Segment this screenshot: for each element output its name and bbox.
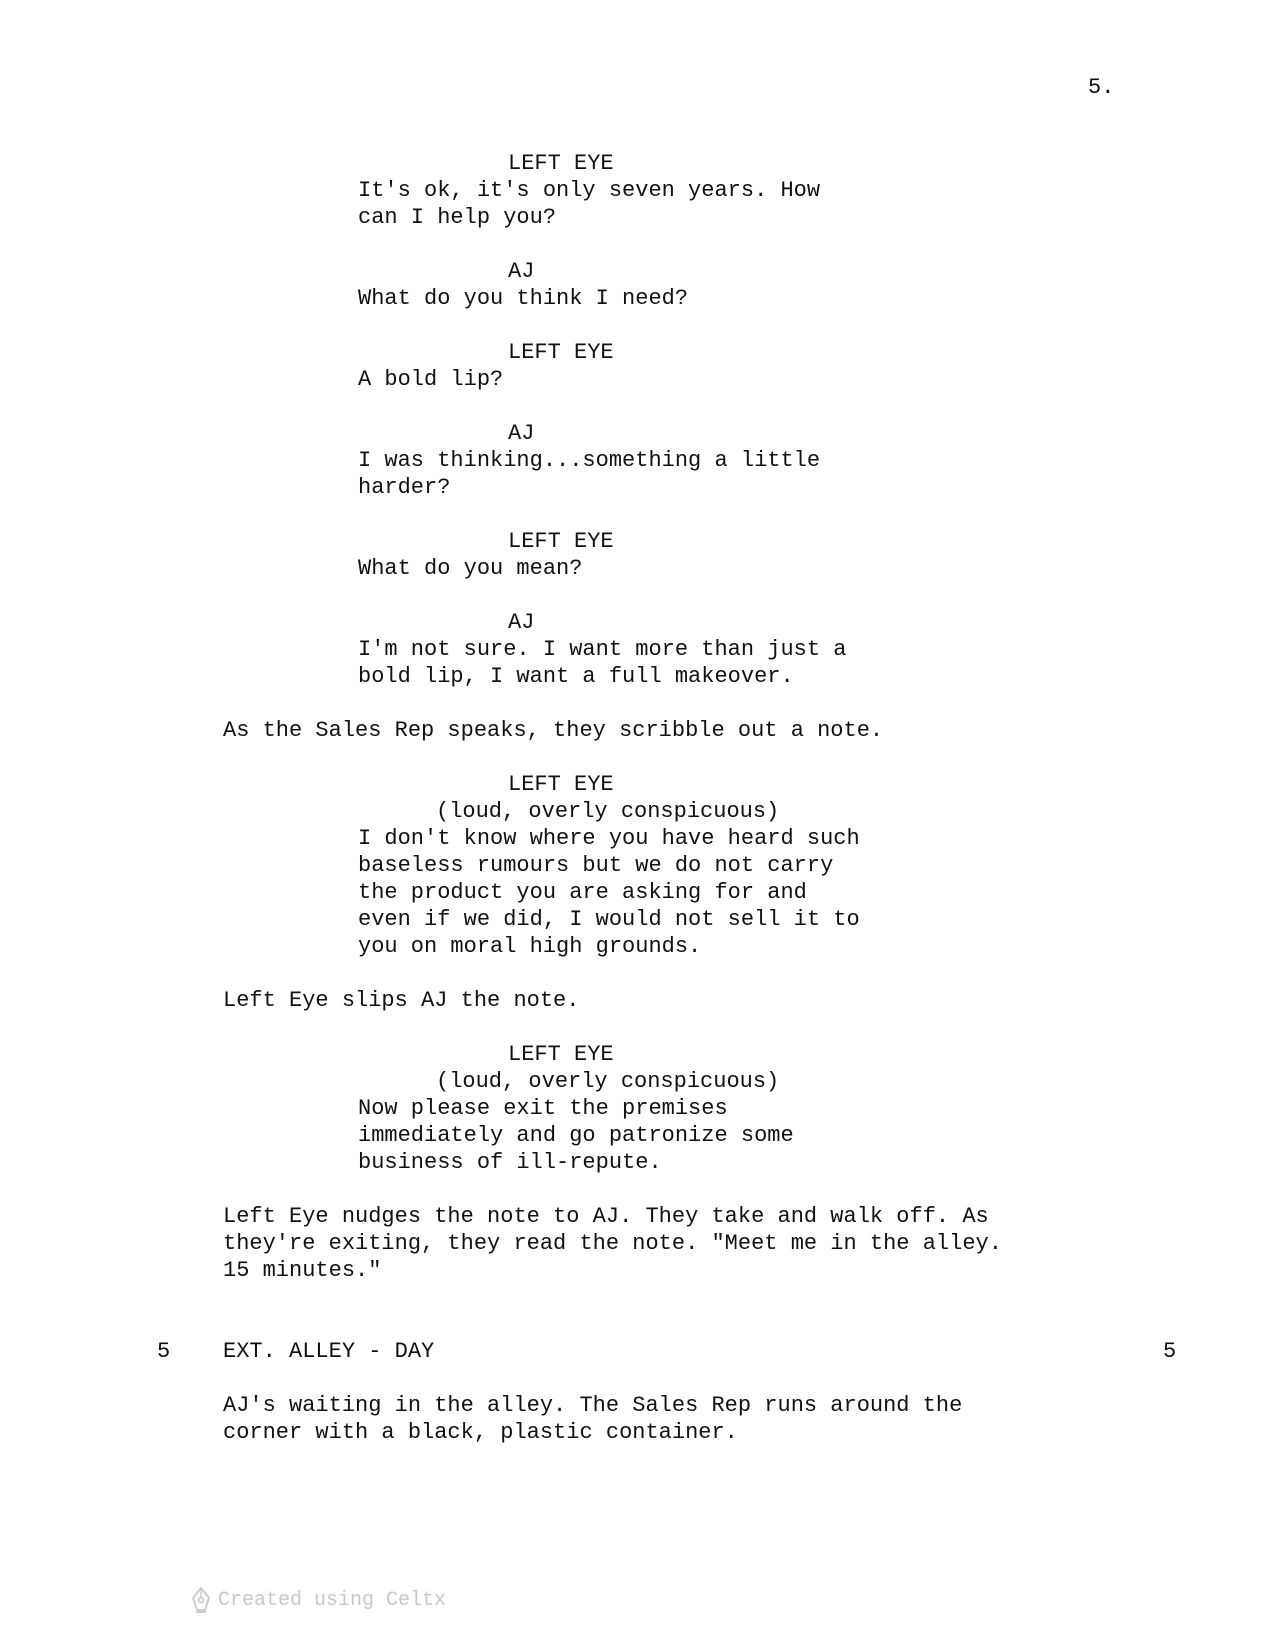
character-name: LEFT EYE xyxy=(508,151,614,176)
action-block xyxy=(223,987,579,1014)
parenthetical: (loud, overly conspicuous) xyxy=(436,799,780,824)
dialogue-line: I'm not sure. I want more than just a xyxy=(358,637,847,662)
character-name: LEFT EYE xyxy=(508,340,614,365)
dialogue-line: even if we did, I would not sell it to xyxy=(358,907,860,932)
dialogue-line: It's ok, it's only seven years. How xyxy=(358,178,821,203)
action-line: 15 minutes." xyxy=(223,1258,382,1283)
action-line: AJ's waiting in the alley. The Sales Rep runs around the xyxy=(223,1393,963,1418)
parenthetical: (loud, overly conspicuous) xyxy=(436,1069,780,1094)
character-name: LEFT EYE xyxy=(508,772,614,797)
dialogue-block xyxy=(358,555,582,582)
character-name: LEFT EYE xyxy=(508,529,614,554)
dialogue-line: What do you think I need? xyxy=(358,286,689,311)
dialogue-line: you on moral high grounds. xyxy=(358,934,702,959)
dialogue-line: can I help you? xyxy=(358,205,557,230)
action-line: corner with a black, plastic container. xyxy=(223,1420,738,1445)
page-number: 5. xyxy=(1088,75,1115,100)
action-line: Left Eye nudges the note to AJ. They take and walk off. As xyxy=(223,1204,989,1229)
action-line: they're exiting, they read the note. "Meet me in the alley. xyxy=(223,1231,1002,1256)
action-block xyxy=(223,717,883,744)
dialogue-line: business of ill-repute. xyxy=(358,1150,662,1175)
dialogue-block xyxy=(358,285,688,312)
dialogue-block xyxy=(358,447,820,501)
scene-number-right: 5 xyxy=(1163,1339,1177,1364)
action-block xyxy=(223,1203,1002,1284)
character-name: AJ xyxy=(508,610,535,635)
dialogue-line: the product you are asking for and xyxy=(358,880,807,905)
dialogue-line: immediately and go patronize some xyxy=(358,1123,794,1148)
dialogue-block xyxy=(358,636,846,690)
dialogue-block xyxy=(358,366,503,393)
dialogue-line: A bold lip? xyxy=(358,367,504,392)
scene-heading: EXT. ALLEY - DAY xyxy=(223,1339,435,1364)
character-name: LEFT EYE xyxy=(508,1042,614,1067)
dialogue-block xyxy=(358,1095,794,1176)
action-line: Left Eye slips AJ the note. xyxy=(223,988,580,1013)
footer-text: Created using Celtx xyxy=(218,1588,447,1612)
dialogue-line: bold lip, I want a full makeover. xyxy=(358,664,794,689)
dialogue-line: harder? xyxy=(358,475,451,500)
dialogue-line: I was thinking...something a little xyxy=(358,448,821,473)
action-line: As the Sales Rep speaks, they scribble out a note. xyxy=(223,718,884,743)
dialogue-block xyxy=(358,825,860,960)
dialogue-line: What do you mean? xyxy=(358,556,583,581)
action-block xyxy=(223,1392,962,1446)
footer xyxy=(190,1585,446,1615)
scene-number-left: 5 xyxy=(157,1339,171,1364)
dialogue-line: Now please exit the premises xyxy=(358,1096,728,1121)
dialogue-block xyxy=(358,177,820,231)
celtx-pen-icon xyxy=(190,1586,212,1614)
dialogue-line: I don't know where you have heard such xyxy=(358,826,860,851)
character-name: AJ xyxy=(508,421,535,446)
dialogue-line: baseless rumours but we do not carry xyxy=(358,853,834,878)
character-name: AJ xyxy=(508,259,535,284)
